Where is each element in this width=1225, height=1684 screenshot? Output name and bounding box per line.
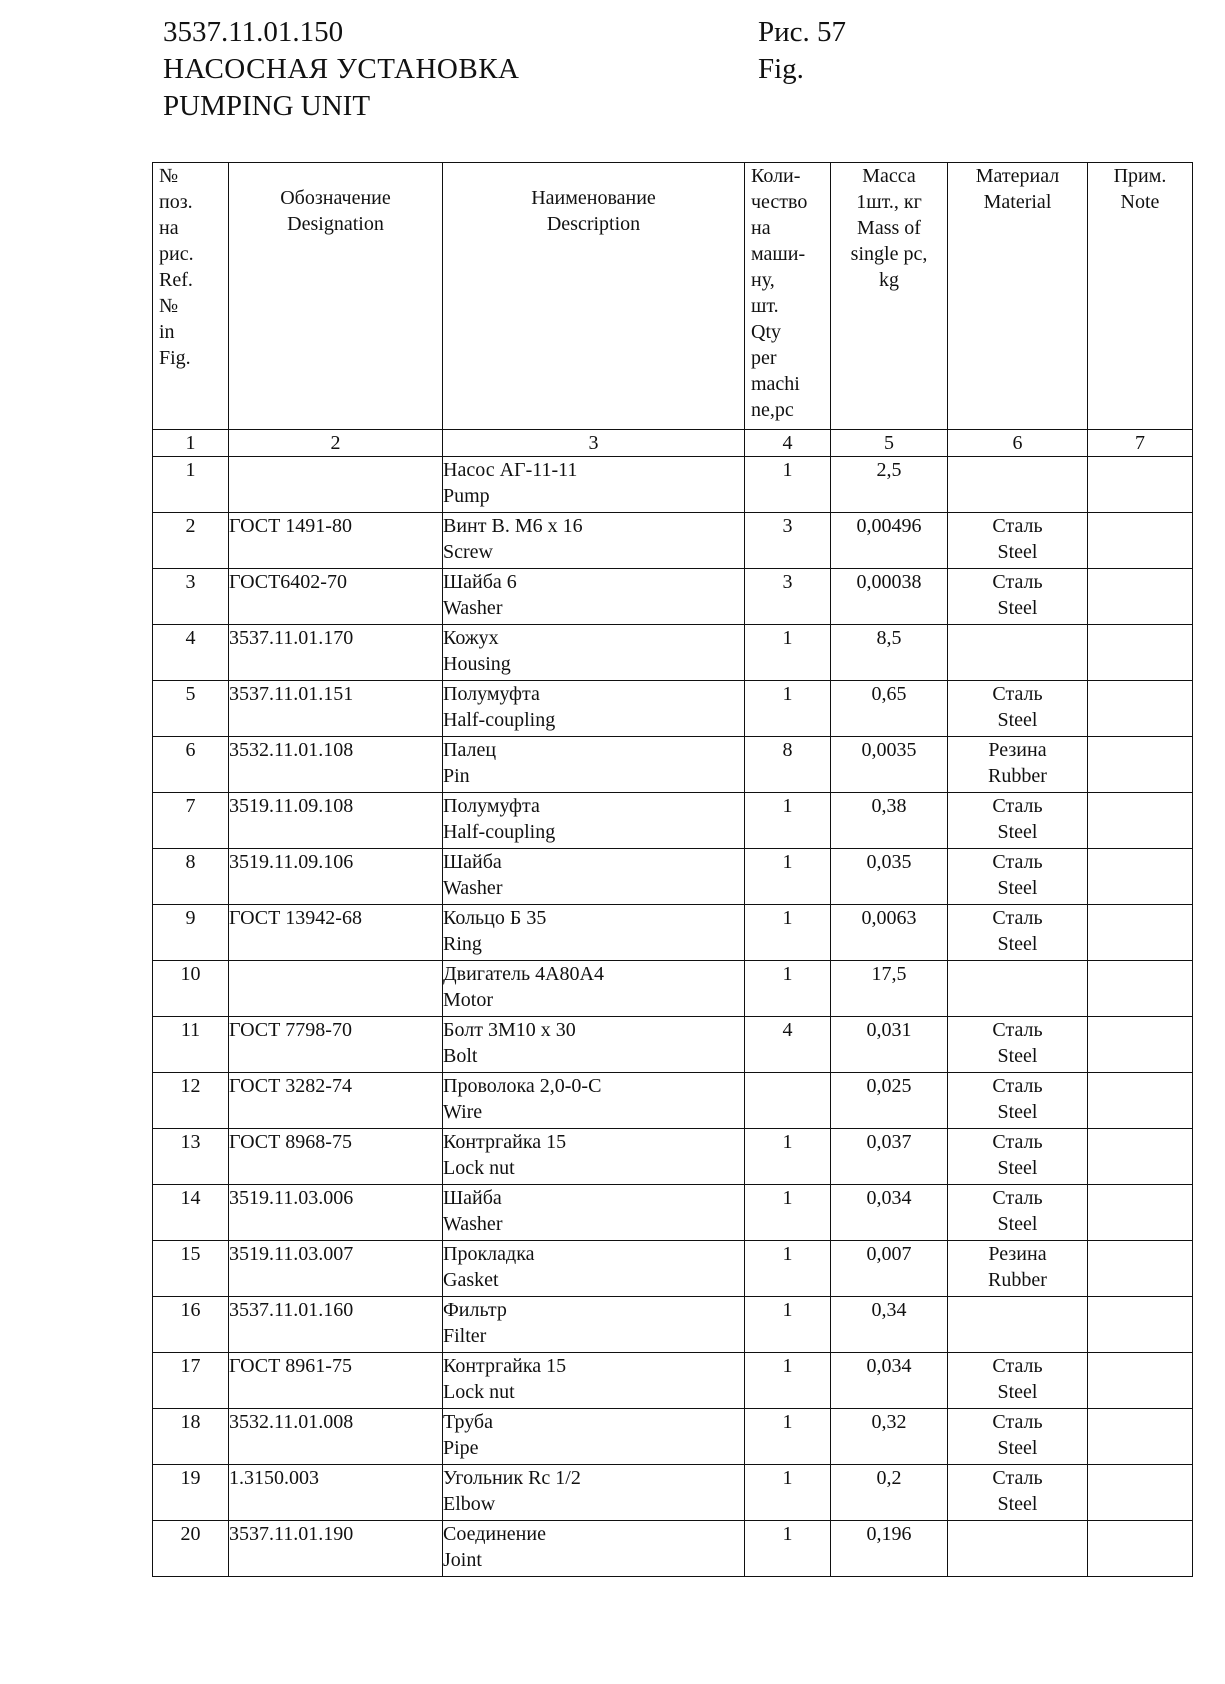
qty-cell: 8	[745, 737, 831, 793]
ref-number-cell: 16	[153, 1297, 229, 1353]
material-en: Steel	[997, 1381, 1038, 1403]
title-ru: НАСОСНАЯ УСТАНОВКА	[163, 53, 520, 85]
material-cell	[948, 1241, 1088, 1297]
description-cell	[443, 1241, 745, 1297]
note-cell	[1088, 513, 1193, 569]
column-number: 5	[831, 430, 948, 457]
description-ru: Труба	[443, 1411, 493, 1433]
description-en: Pin	[443, 765, 470, 787]
table-row	[153, 681, 1193, 737]
mass-cell: 0,025	[831, 1073, 948, 1129]
mass-cell: 0,035	[831, 849, 948, 905]
qty-cell: 1	[745, 961, 831, 1017]
note-cell	[1088, 1073, 1193, 1129]
material-en: Steel	[997, 1493, 1038, 1515]
figure-label-ru: Рис. 57	[758, 16, 847, 48]
material-ru: Сталь	[992, 1355, 1043, 1377]
table-row	[153, 457, 1193, 513]
description-ru: Двигатель 4А80А4	[443, 963, 604, 985]
mass-cell: 0,0063	[831, 905, 948, 961]
column-header-ref: № поз. на рис. Ref. № in Fig.	[153, 163, 229, 430]
designation-cell: 3519.11.03.006	[229, 1185, 443, 1241]
description-cell	[443, 1353, 745, 1409]
column-header-material: Материал Material	[948, 163, 1088, 430]
table-row	[153, 1129, 1193, 1185]
material-ru: Сталь	[992, 683, 1043, 705]
note-cell	[1088, 457, 1193, 513]
material-ru: Сталь	[992, 1075, 1043, 1097]
designation-cell: ГОСТ 7798-70	[229, 1017, 443, 1073]
description-cell	[443, 513, 745, 569]
qty-cell: 1	[745, 457, 831, 513]
description-cell	[443, 961, 745, 1017]
material-ru: Сталь	[992, 1019, 1043, 1041]
description-ru: Винт В. М6 х 16	[443, 515, 583, 537]
note-cell	[1088, 793, 1193, 849]
description-en: Half-coupling	[443, 709, 556, 731]
material-ru: Сталь	[992, 851, 1043, 873]
material-ru: Сталь	[992, 515, 1043, 537]
note-cell	[1088, 681, 1193, 737]
description-ru: Угольник Rc 1/2	[443, 1467, 581, 1489]
title-en: PUMPING UNIT	[163, 90, 371, 122]
column-number: 7	[1088, 430, 1193, 457]
description-ru: Болт 3М10 х 30	[443, 1019, 576, 1041]
material-cell	[948, 1297, 1088, 1353]
column-number-row	[153, 430, 1193, 457]
table-row	[153, 569, 1193, 625]
ref-number-cell: 4	[153, 625, 229, 681]
description-cell	[443, 625, 745, 681]
parts-table-body	[153, 457, 1193, 1577]
column-header-description: Наименование Description	[443, 163, 745, 430]
ref-number-cell: 17	[153, 1353, 229, 1409]
mass-cell: 0,034	[831, 1185, 948, 1241]
note-cell	[1088, 1297, 1193, 1353]
table-row	[153, 1017, 1193, 1073]
material-en: Steel	[997, 709, 1038, 731]
description-en: Ring	[443, 933, 482, 955]
material-ru: Сталь	[992, 1467, 1043, 1489]
qty-cell: 1	[745, 905, 831, 961]
material-en: Steel	[997, 597, 1038, 619]
description-en: Half-coupling	[443, 821, 556, 843]
designation-cell: ГОСТ 3282-74	[229, 1073, 443, 1129]
ref-number-cell: 2	[153, 513, 229, 569]
qty-cell: 1	[745, 1353, 831, 1409]
description-ru: Прокладка	[443, 1243, 535, 1265]
description-cell	[443, 1465, 745, 1521]
designation-cell: 3537.11.01.160	[229, 1297, 443, 1353]
note-cell	[1088, 737, 1193, 793]
description-cell	[443, 1017, 745, 1073]
description-cell	[443, 1129, 745, 1185]
designation-cell: ГОСТ 8968-75	[229, 1129, 443, 1185]
description-ru: Шайба 6	[443, 571, 517, 593]
description-ru: Контргайка 15	[443, 1355, 567, 1377]
material-cell	[948, 1129, 1088, 1185]
description-ru: Кольцо Б 35	[443, 907, 547, 929]
description-en: Gasket	[443, 1269, 499, 1291]
material-en: Steel	[997, 1157, 1038, 1179]
note-cell	[1088, 1465, 1193, 1521]
mass-cell: 0,00496	[831, 513, 948, 569]
material-en: Rubber	[988, 765, 1047, 787]
assembly-code: 3537.11.01.150	[163, 16, 344, 48]
material-en: Steel	[997, 1437, 1038, 1459]
description-cell	[443, 569, 745, 625]
mass-cell: 0,32	[831, 1409, 948, 1465]
description-en: Filter	[443, 1325, 487, 1347]
description-cell	[443, 793, 745, 849]
column-header-mass: Масса 1шт., кг Mass of single pc, kg	[831, 163, 948, 430]
ref-number-cell: 8	[153, 849, 229, 905]
designation-cell: 3537.11.01.151	[229, 681, 443, 737]
material-cell	[948, 793, 1088, 849]
mass-cell: 0,037	[831, 1129, 948, 1185]
description-ru: Контргайка 15	[443, 1131, 567, 1153]
table-row	[153, 1521, 1193, 1577]
description-en: Housing	[443, 653, 511, 675]
table-row	[153, 905, 1193, 961]
parts-table	[152, 162, 1193, 1577]
document-header	[163, 14, 520, 125]
description-cell	[443, 457, 745, 513]
material-cell	[948, 457, 1088, 513]
designation-cell: 3537.11.01.170	[229, 625, 443, 681]
material-ru: Сталь	[992, 795, 1043, 817]
mass-cell: 0,034	[831, 1353, 948, 1409]
description-cell	[443, 1297, 745, 1353]
description-en: Washer	[443, 1213, 503, 1235]
material-ru: Сталь	[992, 1411, 1043, 1433]
note-cell	[1088, 1241, 1193, 1297]
designation-cell: 3532.11.01.108	[229, 737, 443, 793]
column-header-qty: Коли- чество на маши- ну, шт. Qty per machi ne,pc	[745, 163, 831, 430]
note-cell	[1088, 569, 1193, 625]
material-cell	[948, 1465, 1088, 1521]
note-cell	[1088, 1185, 1193, 1241]
mass-cell: 0,2	[831, 1465, 948, 1521]
ref-number-cell: 18	[153, 1409, 229, 1465]
description-en: Motor	[443, 989, 493, 1011]
designation-cell: 3519.11.03.007	[229, 1241, 443, 1297]
qty-cell: 1	[745, 1129, 831, 1185]
mass-cell: 0,196	[831, 1521, 948, 1577]
material-en: Steel	[997, 1045, 1038, 1067]
ref-number-cell: 19	[153, 1465, 229, 1521]
material-en: Steel	[997, 821, 1038, 843]
description-cell	[443, 1409, 745, 1465]
description-ru: Шайба	[443, 851, 502, 873]
description-en: Elbow	[443, 1493, 496, 1515]
qty-cell: 1	[745, 1465, 831, 1521]
designation-cell: 3519.11.09.108	[229, 793, 443, 849]
material-cell	[948, 905, 1088, 961]
qty-cell	[745, 1073, 831, 1129]
table-header-row	[153, 163, 1193, 430]
description-en: Pump	[443, 485, 490, 507]
qty-cell: 3	[745, 513, 831, 569]
qty-cell: 1	[745, 793, 831, 849]
designation-cell: 1.3150.003	[229, 1465, 443, 1521]
designation-cell: 3519.11.09.106	[229, 849, 443, 905]
figure-reference	[758, 14, 846, 88]
description-cell	[443, 1185, 745, 1241]
description-en: Washer	[443, 877, 503, 899]
material-ru: Сталь	[992, 571, 1043, 593]
qty-cell: 1	[745, 681, 831, 737]
ref-number-cell: 5	[153, 681, 229, 737]
qty-cell: 1	[745, 1297, 831, 1353]
material-en: Rubber	[988, 1269, 1047, 1291]
description-cell	[443, 1521, 745, 1577]
description-en: Joint	[443, 1549, 482, 1571]
note-cell	[1088, 849, 1193, 905]
column-header-note: Прим. Note	[1088, 163, 1193, 430]
mass-cell: 0,00038	[831, 569, 948, 625]
table-row	[153, 737, 1193, 793]
table-row	[153, 1465, 1193, 1521]
note-cell	[1088, 1129, 1193, 1185]
designation-cell: ГОСТ6402-70	[229, 569, 443, 625]
table-row	[153, 1353, 1193, 1409]
ref-number-cell: 9	[153, 905, 229, 961]
note-cell	[1088, 1353, 1193, 1409]
ref-number-cell: 15	[153, 1241, 229, 1297]
ref-number-cell: 14	[153, 1185, 229, 1241]
ref-number-cell: 11	[153, 1017, 229, 1073]
material-cell	[948, 569, 1088, 625]
designation-cell: 3537.11.01.190	[229, 1521, 443, 1577]
ref-number-cell: 3	[153, 569, 229, 625]
mass-cell: 2,5	[831, 457, 948, 513]
qty-cell: 1	[745, 1521, 831, 1577]
material-cell	[948, 737, 1088, 793]
description-ru: Проволока 2,0-0-С	[443, 1075, 602, 1097]
table-row	[153, 1409, 1193, 1465]
designation-cell	[229, 961, 443, 1017]
table-row	[153, 513, 1193, 569]
qty-cell: 1	[745, 1409, 831, 1465]
material-cell	[948, 1017, 1088, 1073]
material-ru: Сталь	[992, 1187, 1043, 1209]
note-cell	[1088, 961, 1193, 1017]
material-cell	[948, 681, 1088, 737]
material-ru: Сталь	[992, 907, 1043, 929]
description-en: Wire	[443, 1101, 483, 1123]
table-row	[153, 1185, 1193, 1241]
mass-cell: 8,5	[831, 625, 948, 681]
note-cell	[1088, 905, 1193, 961]
table-row	[153, 1297, 1193, 1353]
designation-cell: ГОСТ 13942-68	[229, 905, 443, 961]
material-cell	[948, 1353, 1088, 1409]
material-en: Steel	[997, 541, 1038, 563]
designation-cell	[229, 457, 443, 513]
material-cell	[948, 513, 1088, 569]
ref-number-cell: 1	[153, 457, 229, 513]
description-en: Lock nut	[443, 1157, 515, 1179]
material-cell	[948, 1185, 1088, 1241]
qty-cell: 1	[745, 1185, 831, 1241]
material-cell	[948, 1073, 1088, 1129]
note-cell	[1088, 1521, 1193, 1577]
description-cell	[443, 737, 745, 793]
description-ru: Насос АГ-11-11	[443, 459, 578, 481]
material-cell	[948, 1409, 1088, 1465]
ref-number-cell: 12	[153, 1073, 229, 1129]
ref-number-cell: 13	[153, 1129, 229, 1185]
material-ru: Резина	[988, 1243, 1047, 1265]
description-en: Screw	[443, 541, 493, 563]
mass-cell: 0,38	[831, 793, 948, 849]
description-en: Bolt	[443, 1045, 478, 1067]
material-ru: Сталь	[992, 1131, 1043, 1153]
description-cell	[443, 905, 745, 961]
mass-cell: 0,031	[831, 1017, 948, 1073]
description-ru: Полумуфта	[443, 795, 540, 817]
ref-number-cell: 6	[153, 737, 229, 793]
mass-cell: 17,5	[831, 961, 948, 1017]
designation-cell: ГОСТ 1491-80	[229, 513, 443, 569]
qty-cell: 4	[745, 1017, 831, 1073]
ref-number-cell: 7	[153, 793, 229, 849]
material-cell	[948, 961, 1088, 1017]
qty-cell: 1	[745, 625, 831, 681]
mass-cell: 0,34	[831, 1297, 948, 1353]
table-row	[153, 849, 1193, 905]
material-en: Steel	[997, 1213, 1038, 1235]
table-row	[153, 1073, 1193, 1129]
material-cell	[948, 849, 1088, 905]
material-ru: Резина	[988, 739, 1047, 761]
column-header-designation: Обозначение Designation	[229, 163, 443, 430]
description-ru: Полумуфта	[443, 683, 540, 705]
description-cell	[443, 1073, 745, 1129]
designation-cell: ГОСТ 8961-75	[229, 1353, 443, 1409]
description-ru: Соединение	[443, 1523, 546, 1545]
figure-label-en: Fig.	[758, 53, 804, 85]
column-number: 3	[443, 430, 745, 457]
description-ru: Кожух	[443, 627, 499, 649]
qty-cell: 1	[745, 849, 831, 905]
mass-cell: 0,0035	[831, 737, 948, 793]
column-number: 4	[745, 430, 831, 457]
material-en: Steel	[997, 933, 1038, 955]
note-cell	[1088, 1409, 1193, 1465]
designation-cell: 3532.11.01.008	[229, 1409, 443, 1465]
column-number: 2	[229, 430, 443, 457]
table-row	[153, 1241, 1193, 1297]
note-cell	[1088, 625, 1193, 681]
qty-cell: 3	[745, 569, 831, 625]
material-cell	[948, 1521, 1088, 1577]
description-ru: Фильтр	[443, 1299, 507, 1321]
description-en: Lock nut	[443, 1381, 515, 1403]
table-row	[153, 961, 1193, 1017]
description-cell	[443, 849, 745, 905]
material-cell	[948, 625, 1088, 681]
material-en: Steel	[997, 877, 1038, 899]
mass-cell: 0,007	[831, 1241, 948, 1297]
column-number: 6	[948, 430, 1088, 457]
table-row	[153, 793, 1193, 849]
table-row	[153, 625, 1193, 681]
description-en: Pipe	[443, 1437, 479, 1459]
mass-cell: 0,65	[831, 681, 948, 737]
material-en: Steel	[997, 1101, 1038, 1123]
description-ru: Шайба	[443, 1187, 502, 1209]
ref-number-cell: 20	[153, 1521, 229, 1577]
qty-cell: 1	[745, 1241, 831, 1297]
note-cell	[1088, 1017, 1193, 1073]
description-cell	[443, 681, 745, 737]
ref-number-cell: 10	[153, 961, 229, 1017]
description-ru: Палец	[443, 739, 497, 761]
column-number: 1	[153, 430, 229, 457]
description-en: Washer	[443, 597, 503, 619]
